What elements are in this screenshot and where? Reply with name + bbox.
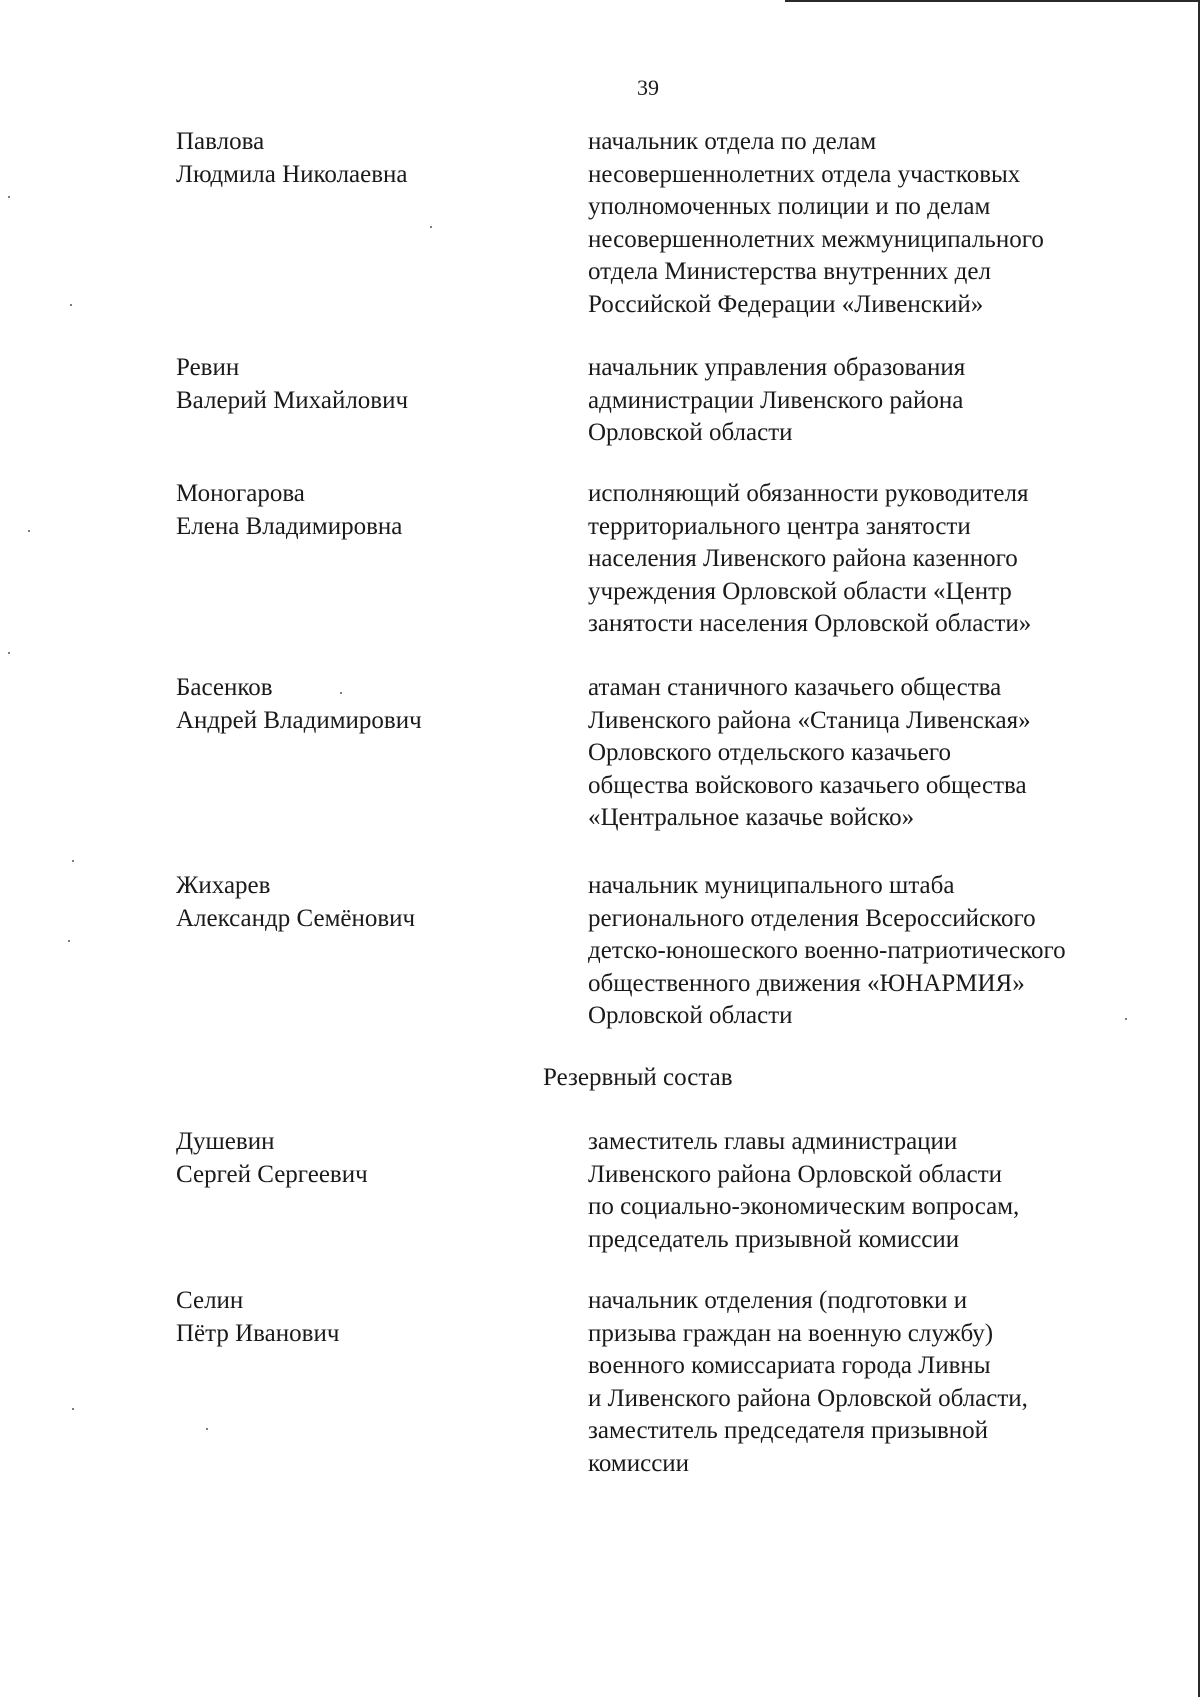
position-line: исполняющий обязанности руководителя bbox=[588, 480, 1029, 507]
page-number: 39 bbox=[637, 75, 659, 100]
position-line: военного комиссариата города Ливны bbox=[588, 1352, 991, 1379]
member-position bbox=[588, 126, 1148, 321]
member-given-names: Андрей Владимирович bbox=[176, 706, 422, 734]
scan-speck bbox=[8, 652, 10, 654]
position-line: по социально-экономическим вопросам, bbox=[588, 1193, 1020, 1220]
position-line: Ливенского района «Станица Ливенская» bbox=[588, 706, 1031, 734]
member-surname: Жихарев bbox=[176, 872, 271, 899]
scan-speck bbox=[206, 1428, 208, 1430]
member-given-names: Елена Владимировна bbox=[176, 512, 403, 540]
member-surname: Душевин bbox=[176, 1128, 275, 1155]
member-surname: Моногарова bbox=[176, 480, 305, 507]
position-line: комиссии bbox=[588, 1449, 690, 1477]
member-position bbox=[588, 672, 1148, 835]
member-name bbox=[176, 672, 576, 737]
member-given-names: Александр Семёнович bbox=[176, 904, 416, 932]
scan-speck bbox=[72, 860, 74, 862]
member-surname: Павлова bbox=[176, 128, 265, 155]
member-name bbox=[176, 352, 576, 417]
member-name bbox=[176, 1126, 576, 1191]
position-line: начальник управления образования bbox=[588, 354, 966, 381]
position-line: общественного движения «ЮНАРМИЯ» bbox=[588, 969, 1025, 997]
member-position bbox=[588, 1285, 1148, 1480]
member-given-names: Сергей Сергеевич bbox=[176, 1160, 368, 1188]
position-line: Российской Федерации «Ливенский» bbox=[588, 290, 984, 318]
scan-speck bbox=[430, 226, 432, 228]
scan-speck bbox=[72, 1408, 74, 1410]
member-given-names: Людмила Николаевна bbox=[176, 160, 408, 188]
position-line: начальник отделения (подготовки и bbox=[588, 1287, 968, 1314]
member-surname: Селин bbox=[176, 1287, 244, 1314]
position-line: Орловского отдельского казачьего bbox=[588, 739, 952, 766]
member-position bbox=[588, 352, 1148, 450]
scan-edge-top bbox=[785, 0, 1200, 2]
position-line: населения Ливенского района казенного bbox=[588, 545, 1018, 572]
member-position bbox=[588, 478, 1148, 641]
position-line: регионального отделения Всероссийского bbox=[588, 904, 1036, 932]
member-name bbox=[176, 870, 576, 935]
position-line: учреждения Орловской области «Центр bbox=[588, 577, 1012, 605]
position-line: отдела Министерства внутренних дел bbox=[588, 258, 991, 285]
position-line: председатель призывной комиссии bbox=[588, 1225, 960, 1253]
scan-speck bbox=[1125, 1018, 1127, 1020]
scan-speck bbox=[28, 530, 30, 532]
member-name bbox=[176, 1285, 576, 1350]
position-line: атаман станичного казачьего общества bbox=[588, 674, 1002, 701]
position-line: Ливенского района Орловской области bbox=[588, 1160, 1003, 1188]
position-line: детско-юношеского военно-патриотического bbox=[588, 937, 1066, 964]
member-surname: Басенков bbox=[176, 674, 273, 701]
scan-speck bbox=[340, 692, 342, 694]
position-line: «Центральное казачье войско» bbox=[588, 804, 915, 831]
position-line: заместитель главы администрации bbox=[588, 1128, 958, 1155]
scan-speck bbox=[68, 940, 70, 942]
member-name bbox=[176, 126, 576, 191]
position-line: занятости населения Орловской области» bbox=[588, 610, 1032, 637]
member-position bbox=[588, 870, 1148, 1033]
position-line: несовершеннолетних отдела участковых bbox=[588, 160, 1021, 188]
scan-speck bbox=[70, 304, 72, 306]
position-line: Орловской области bbox=[588, 1002, 793, 1029]
position-line: призыва граждан на военную службу) bbox=[588, 1319, 994, 1347]
position-line: общества войскового казачьего общества bbox=[588, 771, 1027, 799]
reserve-section-title: Резервный состав bbox=[543, 1064, 733, 1091]
position-line: администрации Ливенского района bbox=[588, 386, 964, 414]
member-surname: Ревин bbox=[176, 354, 240, 381]
position-line: начальник муниципального штаба bbox=[588, 872, 955, 899]
position-line: начальник отдела по делам bbox=[588, 128, 877, 155]
position-line: заместитель председателя призывной bbox=[588, 1417, 988, 1444]
member-name bbox=[176, 478, 576, 543]
member-position bbox=[588, 1126, 1148, 1256]
position-line: Орловской области bbox=[588, 419, 793, 446]
position-line: несовершеннолетних межмуниципального bbox=[588, 225, 1044, 253]
scan-speck bbox=[8, 196, 10, 198]
position-line: уполномоченных полиции и по делам bbox=[588, 193, 991, 220]
position-line: территориального центра занятости bbox=[588, 512, 971, 540]
position-line: и Ливенского района Орловской области, bbox=[588, 1384, 1028, 1412]
member-given-names: Валерий Михайлович bbox=[176, 386, 409, 414]
member-given-names: Пётр Иванович bbox=[176, 1319, 340, 1347]
